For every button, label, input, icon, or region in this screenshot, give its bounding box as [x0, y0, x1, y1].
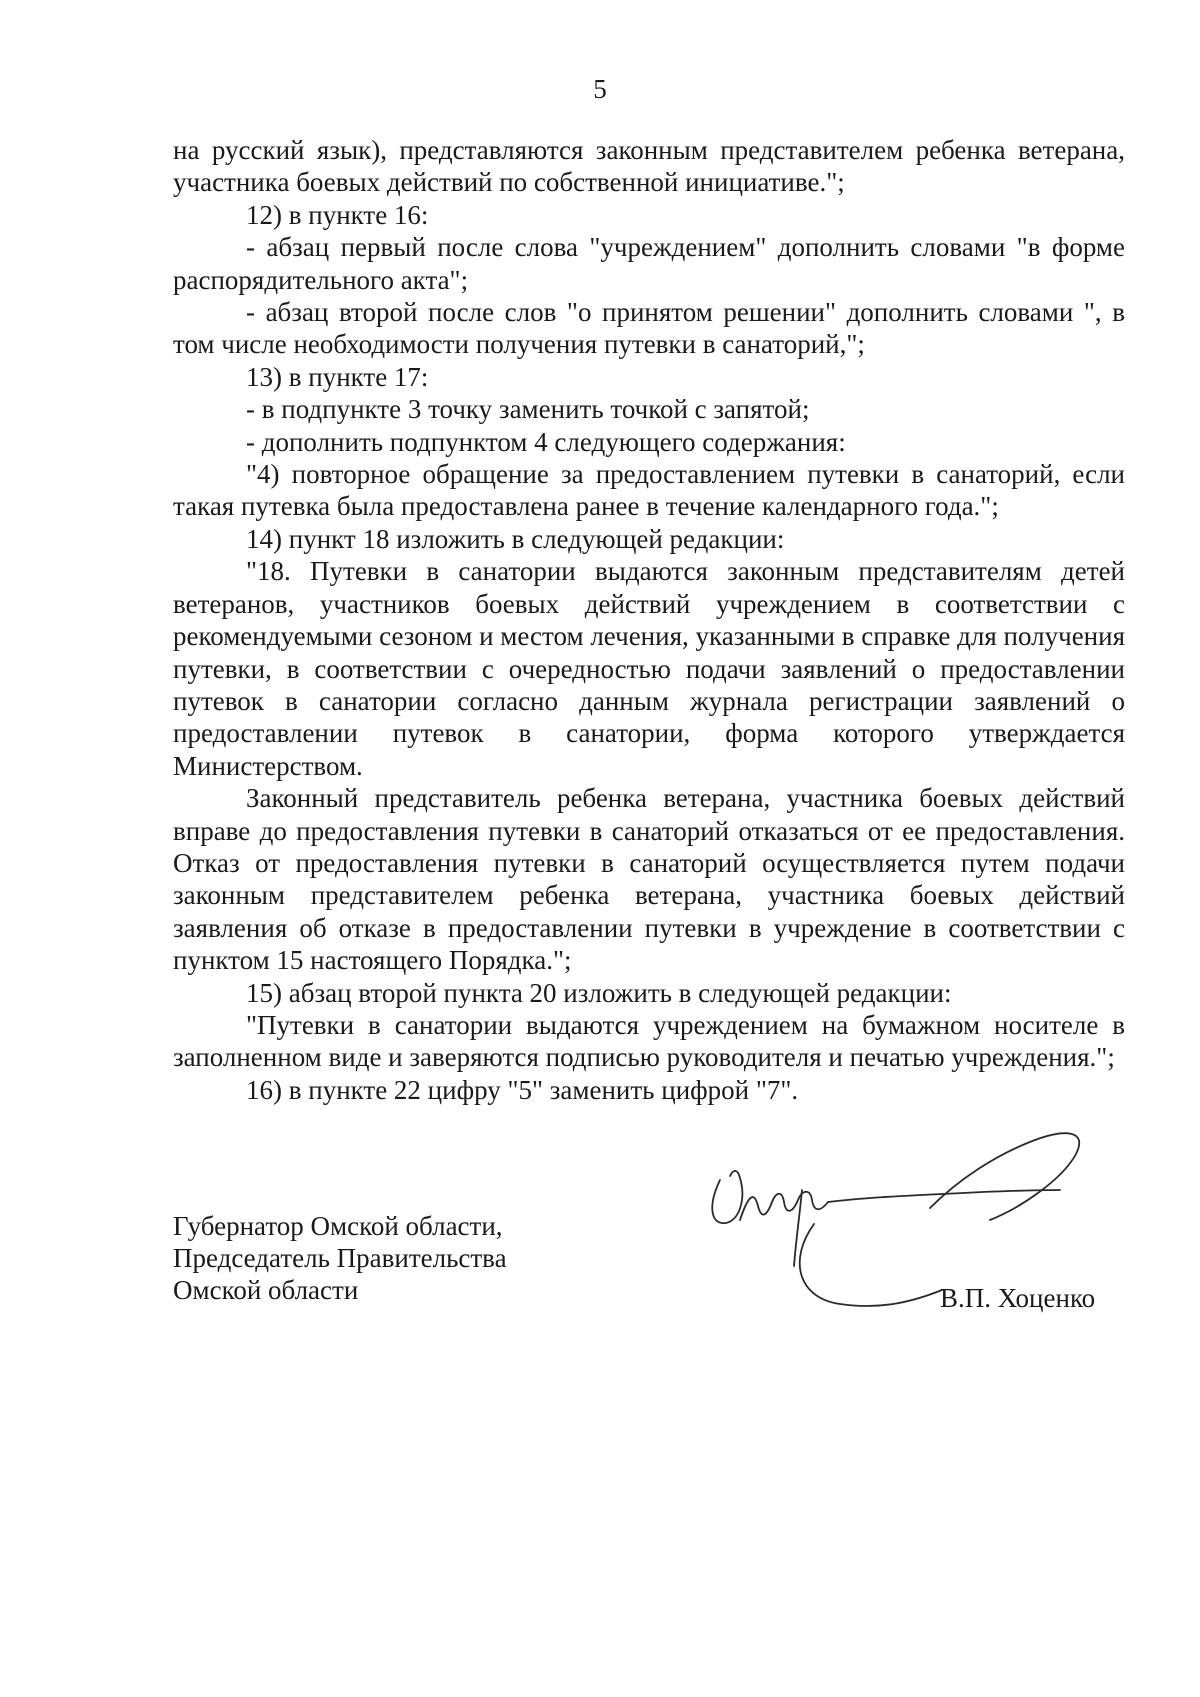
signatory-line: Губернатор Омской области,: [173, 1211, 503, 1241]
body-text: [173, 134, 1125, 1106]
signer-name: В.П. Хоценко: [940, 1283, 1096, 1313]
paragraph: Законный представитель ребенка ветерана, участника боевых действий вправе до предоставления путевки в санаторий отказаться от ее предоставления. Отказ от предоставления путевки в санаторий осуществляется путем подачи законным представителем ребенка ветерана, участника боевых действий заявления об отказе в предоставлении путевки в учреждение в соответствии с пунктом 15 настоящего Порядка.";: [173, 783, 1125, 976]
signatory-line: Омской области: [173, 1275, 359, 1305]
page-number: 5: [593, 74, 607, 104]
signatory-line: Председатель Правительства: [173, 1243, 507, 1273]
handwritten-signature-icon: [690, 1120, 1110, 1360]
paragraph: - дополнить подпунктом 4 следующего содержания:: [246, 426, 846, 457]
paragraph: 14) пункт 18 изложить в следующей редакции:: [246, 523, 785, 554]
paragraph: - абзац второй после слов "о принятом решении" дополнить словами ", в том числе необходимости получения путевки в санаторий,";: [173, 297, 1125, 360]
paragraph: - абзац первый после слова "учреждением" дополнить словами "в форме распорядительного акта";: [173, 232, 1125, 295]
paragraph: на русский язык), представляются законным представителем ребенка ветерана, участника боевых действий по собственной инициативе.";: [173, 135, 1125, 198]
paragraph: "4) повторное обращение за предоставлением путевки в санаторий, если такая путевка была предоставлена ранее в течение календарного года.";: [173, 459, 1125, 522]
paragraph: 15) абзац второй пункта 20 изложить в следующей редакции:: [246, 977, 952, 1008]
paragraph: 13) в пункте 17:: [246, 361, 429, 392]
paragraph: "18. Путевки в санатории выдаются законным представителям детей ветеранов, участников боевых действий учреждением в соответствии с рекомендуемыми сезоном и местом лечения, указанными в справке для получения путевки, в соответствии с очередностью подачи заявлений о предоставлении путевок в санатории согласно данным журнала регистрации заявлений о предоставлении путевок в санатории, форма которого утверждается Министерством.: [173, 556, 1125, 781]
paragraph: "Путевки в санатории выдаются учреждением на бумажном носителе в заполненном виде и заверяются подписью руководителя и печатью учреждения.";: [173, 1009, 1125, 1073]
paragraph: 12) в пункте 16:: [246, 199, 429, 230]
signatory-title: [173, 1210, 507, 1306]
paragraph: 16) в пункте 22 цифру "5" заменить цифрой "7".: [246, 1074, 799, 1105]
paragraph: - в подпункте 3 точку заменить точкой с запятой;: [246, 394, 810, 425]
